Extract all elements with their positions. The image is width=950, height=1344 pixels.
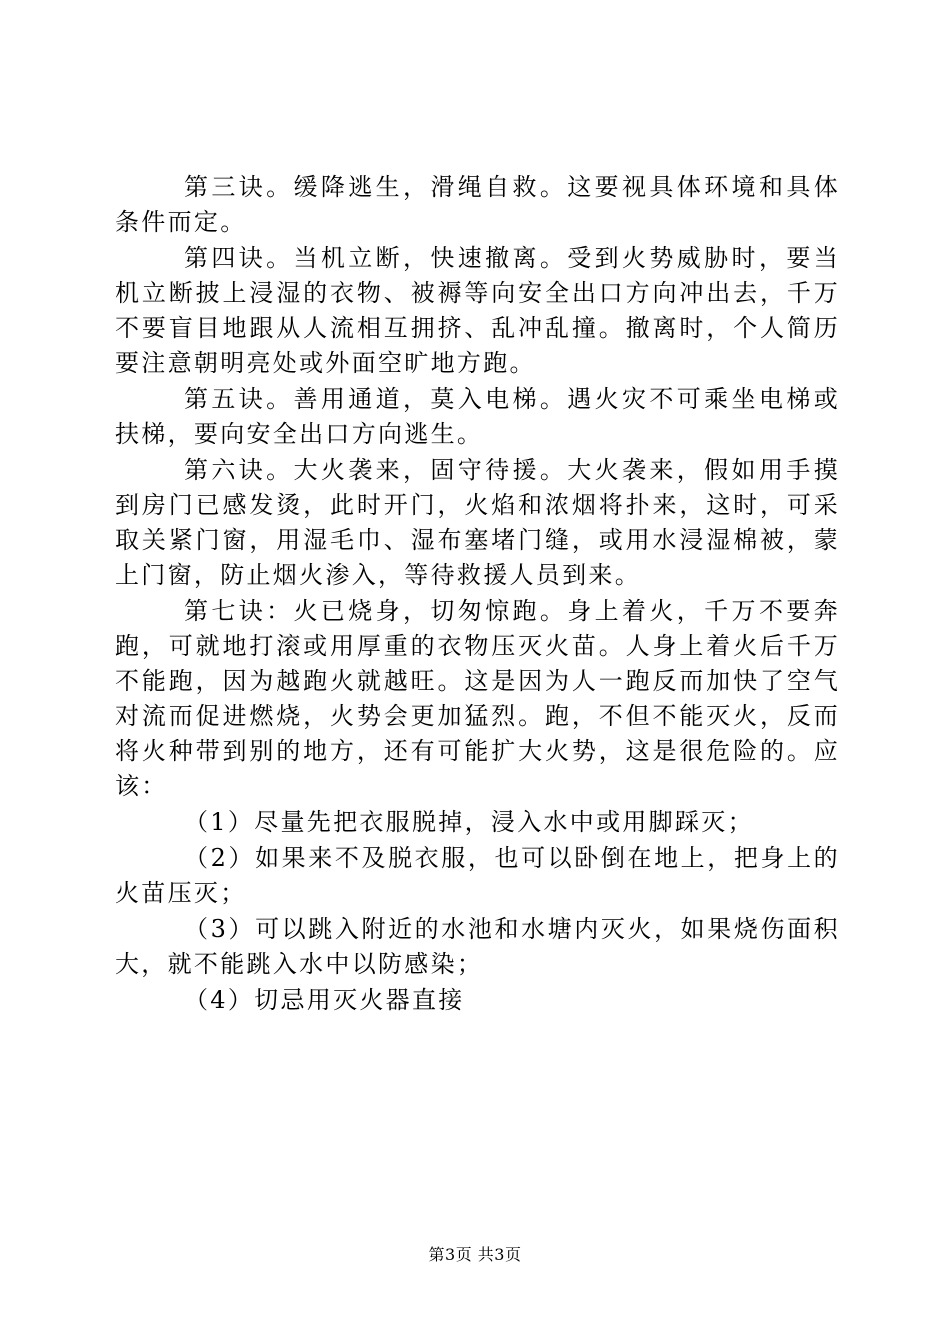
page-footer: 第3页 共3页 — [428, 1245, 522, 1264]
list-item-1: （1）尽量先把衣服脱掉，浸入水中或用脚踩灭； — [184, 808, 754, 836]
list-item-2: （2）如果来不及脱衣服，也可以卧倒在地上，把身上的火苗压灭； — [115, 844, 840, 907]
list-item-4: （4）切忌用灭火器直接 — [184, 986, 465, 1014]
list-item-3: （3）可以跳入附近的水池和水塘内灭火，如果烧伤面积大，就不能跳入水中以防感染； — [115, 915, 840, 978]
document-body — [115, 170, 840, 1019]
paragraph-rule-7: 第七诀：火已烧身，切匆惊跑。身上着火，千万不要奔跑，可就地打滚或用厚重的衣物压灭火苗。人身上着火后千万不能跑，因为越跑火就越旺。这是因为人一跑反而加快了空气对流而促进燃烧，火势会更加猛烈。跑，不但不能灭火，反而将火种带到别的地方，还有可能扩大火势，这是很危险的。应该： — [115, 597, 840, 800]
paragraph-rule-5: 第五诀。善用通道，莫入电梯。遇火灾不可乘坐电梯或扶梯，要向安全出口方向逃生。 — [115, 385, 840, 448]
paragraph-rule-3: 第三诀。缓降逃生，滑绳自救。这要视具体环境和具体条件而定。 — [115, 173, 840, 236]
paragraph-rule-4: 第四诀。当机立断，快速撤离。受到火势威胁时，要当机立断披上浸湿的衣物、被褥等向安全出口方向冲出去，千万不要盲目地跟从人流相互拥挤、乱冲乱撞。撤离时，个人简历要注意朝明亮处或外面空旷地方跑。 — [115, 244, 840, 377]
paragraph-rule-6: 第六诀。大火袭来，固守待援。大火袭来，假如用手摸到房门已感发烫，此时开门，火焰和浓烟将扑来，这时，可采取关紧门窗，用湿毛巾、湿布塞堵门缝，或用水浸湿棉被，蒙上门窗，防止烟火渗入，等待救援人员到来。 — [115, 456, 840, 589]
